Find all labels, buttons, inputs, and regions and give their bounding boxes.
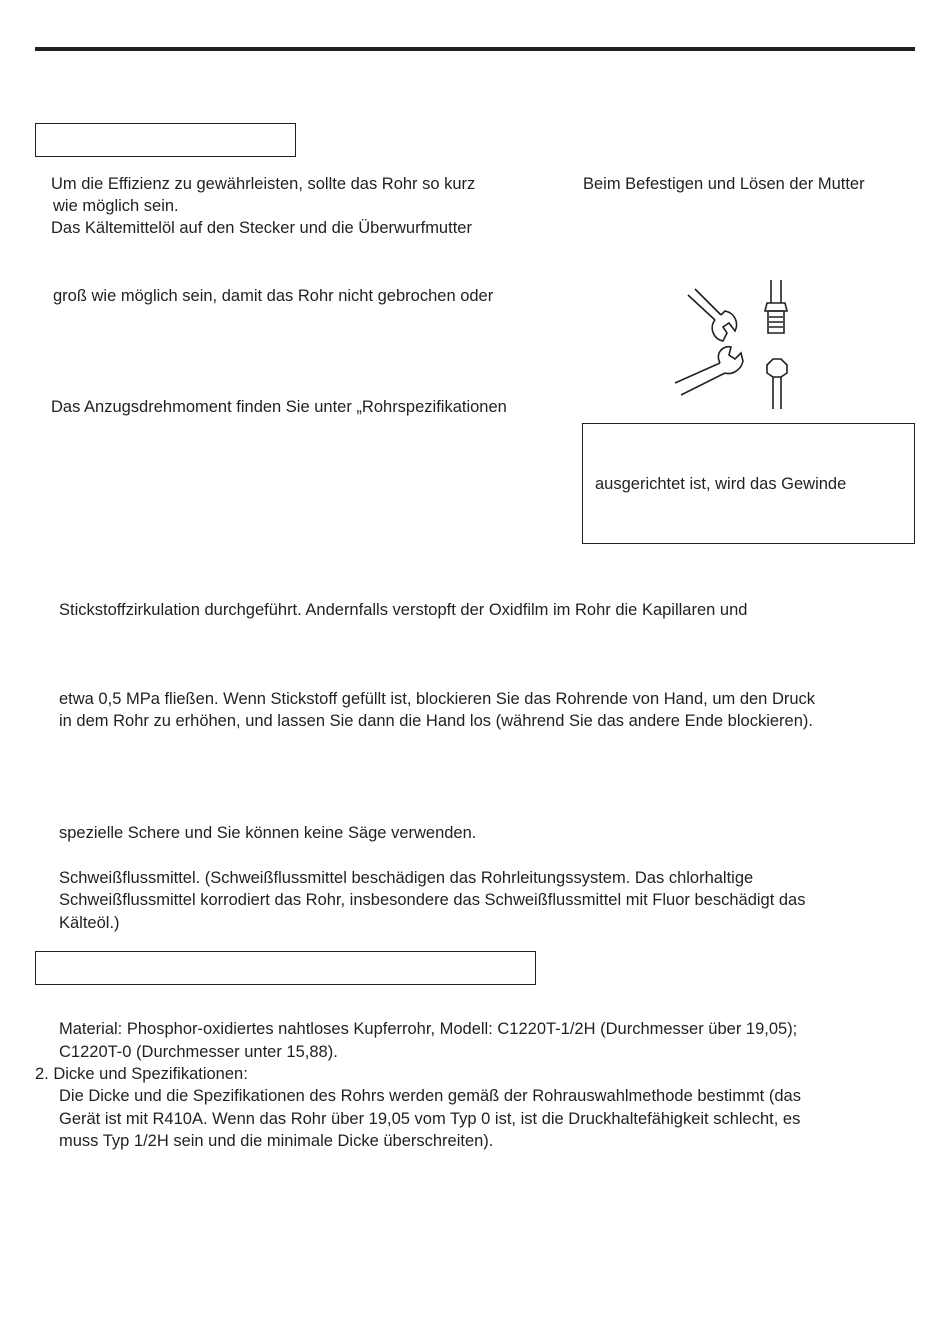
left-text: groß wie möglich sein, damit das Rohr nicht gebrochen oder: [53, 287, 494, 305]
left-text: Um die Effizienz zu gewährleisten, sollte das Rohr so kurz: [51, 175, 476, 193]
wrench-illustration: [665, 275, 805, 415]
body-text: Stickstoffzirkulation durchgeführt. Andernfalls verstopft der Oxidfilm im Rohr die Kapillaren und: [59, 601, 748, 619]
wrench-icon: [688, 289, 737, 341]
spec-text: Die Dicke und die Spezifikationen des Rohrs werden gemäß der Rohrauswahlmethode bestimmt (das: [59, 1087, 801, 1105]
spec-text: muss Typ 1/2H sein und die minimale Dicke überschreiten).: [59, 1132, 494, 1150]
spec-text: Material: Phosphor-oxidiertes nahtloses Kupferrohr, Modell: C1220T-1/2H (Durchmesser über 19,05);: [59, 1020, 798, 1038]
body-text: etwa 0,5 MPa fließen. Wenn Stickstoff gefüllt ist, blockieren Sie das Rohrende von Hand, um den Druck: [59, 690, 816, 708]
section-heading-box: [35, 123, 296, 157]
left-text: wie möglich sein.: [53, 197, 179, 215]
spec-text: Gerät ist mit R410A. Wenn das Rohr über 19,05 vom Typ 0 ist, ist die Druckhaltefähigkeit schlecht, es: [59, 1110, 801, 1128]
section-heading-box: [35, 951, 536, 985]
body-text: Schweißflussmittel. (Schweißflussmittel beschädigen das Rohrleitungssystem. Das chlorhaltige: [59, 869, 754, 887]
body-text: Kälteöl.): [59, 914, 120, 932]
body-text: spezielle Schere und Sie können keine Säge verwenden.: [59, 824, 477, 842]
pipe-nut-icon: [767, 359, 787, 409]
spec-text: C1220T-0 (Durchmesser unter 15,88).: [59, 1043, 338, 1061]
flare-nut-icon: [765, 280, 787, 333]
spec-heading: 2. Dicke und Spezifikationen:: [35, 1065, 248, 1083]
body-text: in dem Rohr zu erhöhen, und lassen Sie dann die Hand los (während Sie das andere Ende blockieren).: [59, 712, 813, 730]
note-text: ausgerichtet ist, wird das Gewinde: [595, 475, 847, 493]
left-text: Das Kältemittelöl auf den Stecker und die Überwurfmutter: [51, 219, 472, 237]
left-text: Das Anzugsdrehmoment finden Sie unter „Rohrspezifikationen: [51, 398, 507, 416]
wrench-icon: [675, 347, 743, 395]
header-rule: [35, 47, 915, 51]
right-text: Beim Befestigen und Lösen der Mutter: [583, 175, 865, 193]
body-text: Schweißflussmittel korrodiert das Rohr, insbesondere das Schweißflussmittel mit Fluor beschädigt das: [59, 891, 806, 909]
